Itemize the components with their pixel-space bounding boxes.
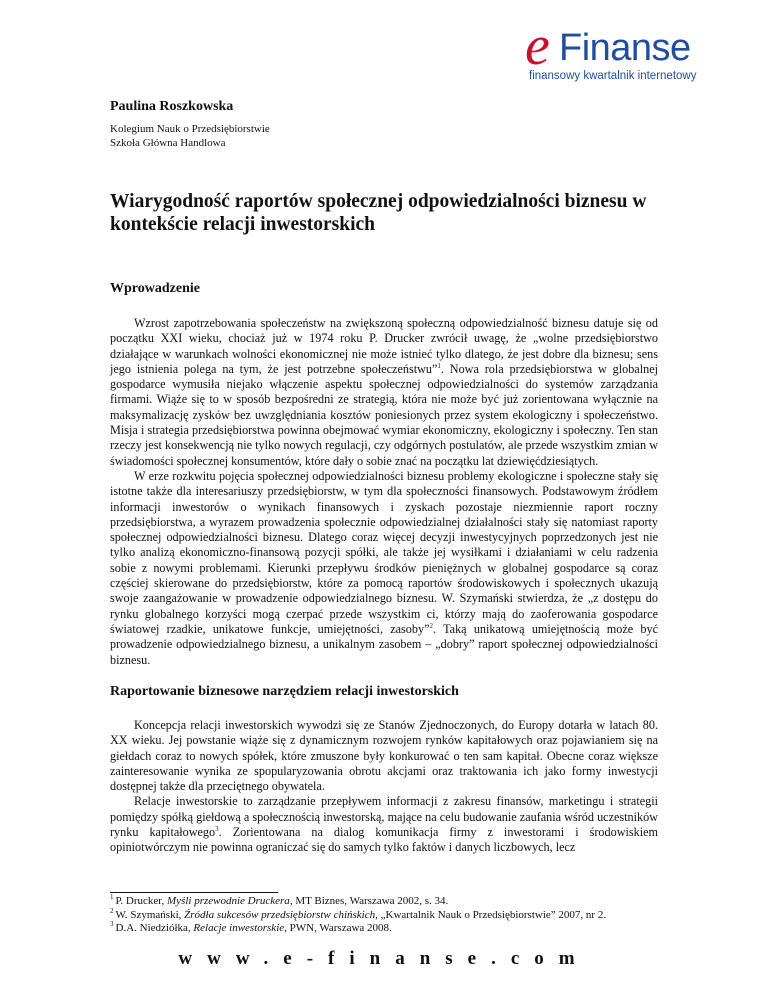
footnote-ref[interactable]: 1 [437, 361, 441, 370]
article-title: Wiarygodność raportów społecznej odpowiedzialności biznesu w kontekście relacji inwestorskich [110, 191, 647, 235]
affiliation-line: Szkoła Główna Handlowa [110, 137, 226, 149]
author-name: Paulina Roszkowska [110, 99, 234, 114]
footer-website-url[interactable]: www.e-finanse.com [178, 948, 590, 969]
section-heading-introduction: Wprowadzenie [110, 281, 200, 296]
logo-e-letter: e [525, 15, 550, 77]
footnotes [110, 895, 658, 936]
logo-wordmark: Finanse [559, 27, 691, 69]
paragraph: Koncepcja relacji inwestorskich wywodzi się ze Stanów Zjednoczonych, do Europy dotarła w latach 80. XX wieku. Jej powstanie wiąże się z dynamicznym rozwojem rynków kapitałowych oraz pojawianiem się na giełdach coraz to nowych spółek, które zmuszone były konkurować o ten sam kapitał. Obecne coraz większe zainteresowanie wynika ze spopularyzowania obrotu akcjami oraz traktowania ich jako formy inwestycji dostępnej także dla przeciętnego obywatela. [110, 718, 658, 794]
paragraph: W erze rozkwitu pojęcia społecznej odpowiedzialności biznesu problemy ekologiczne i społeczne stały się istotne także dla interesariuszy przedsiębiorstw, w tym dla społeczności finansowych. Podstawowym źródłem informacji inwestorów o wynikach finansowych i zyskach pozostaje niezmiennie raport roczny przedsiębiorstwa, a wyrazem prowadzenia społecznie odpowiedzialnej działalności stały się natomiast raporty społecznej odpowiedzialności biznesu. Dlatego coraz więcej decyzji inwestycyjnych poprzedzonych jest nie tylko analizą ekonomiczno-finansową pozycji spółki, ale także jej wysiłkami i działaniami w celu radzenia sobie z nowymi problemami. Kierunki przepływu środków pieniężnych w globalnej gospodarce są coraz częściej skierowane do przedsiębiorstw, które za pomocą raportów środowiskowych i społecznych ukazują swoje zaangażowanie w prowadzenie odpowiedzialnego biznesu. W. Szymański stwierdza, że „z dostępu do rynku globalnego korzyści mogą czerpać przede wszystkim ci, którzy mają do zaoferowania gospodarce światowej rzadkie, unikatowe funkcje, umiejętności, zasoby”$^2$. Taką unikatową umiejętnością może być prowadzenie odpowiedzialnego biznesu, a unikalnym zasobem – „dobry” raport społecznej odpowiedzialności biznesu. [110, 468, 659, 667]
footnote-ref[interactable]: 3 [215, 825, 219, 834]
paragraph: Wzrost zapotrzebowania społeczeństw na zwiększoną społeczną odpowiedzialność biznesu datuje się od początku XXI wieku, chociaż już w 1974 roku P. Drucker zwrócił uwagę, że „wolne przedsiębiorstwo działające w warunkach wolności ekonomicznej nie może istnieć tylko dlatego, że jest dobre dla biznesu; sens jego istnienia polega na tym, że jest potrzebne społeczeństwu”$^1$. Nowa rola przedsiębiorstwa w globalnej gospodarce wymusiła niejako włączenie aspektu społecznej odpowiedzialności do systemów zarządzania firmami. Wiąże się to w sposób bezpośredni ze strategią, która nie może być już zorientowana wyłącznie na maksymalizację zysków bez uwzględniania kosztów poniesionych przez system ekologiczny i społeczeństwo. Misja i strategia przedsiębiorstwa powinna obejmować wymiar ekonomiczny, ekologiczny i społeczny. Ten stan rzeczy jest konsekwencją nie tylko nowych regulacji, czy odgórnych postulatów, ale przede wszystkim zmian w świadomości społecznej konsumentów, które dały o sobie znać na początku lat dziewięćdziesiątych. [110, 316, 658, 468]
footnote: $^2$ W. Szymański, Źródła sukcesów przedsiębiorstw chińskich, „Kwartalnik Nauk o Przedsiębiorstwie” 2007, nr 2. [110, 906, 607, 921]
section-body-reporting [110, 718, 658, 856]
footnote-divider [110, 892, 278, 893]
logo-tagline: finansowy kwartalnik internetowy [529, 70, 697, 82]
section-body-introduction [110, 316, 658, 668]
footnote: $^1$ P. Drucker, Myśli przewodnie Druckera, MT Biznes, Warszawa 2002, s. 34. [110, 893, 449, 907]
footnote: $^3$ D.A. Niedziółka, Relacje inwestorskie, PWN, Warszawa 2008. [110, 920, 392, 934]
efinanse-logo [525, 15, 725, 98]
paragraph: Relacje inwestorskie to zarządzanie przepływem informacji z zakresu finansów, marketingu i strategii pomiędzy spółką giełdową a społecznością inwestorską, mające na celu budowanie zaufania wśród uczestników rynku kapitałowego$^3$. Zorientowana na dialog komunikacja firmy z inwestorami i środowiskiem opiniotwórczym nie powinna ograniczać się do samych tylko faktów i danych liczbowych, lecz [110, 794, 658, 855]
footnote-ref[interactable]: 2 [429, 621, 433, 630]
section-heading-reporting: Raportowanie biznesowe narzędziem relacji inwestorskich [110, 684, 459, 699]
affiliation-line: Kolegium Nauk o Przedsiębiorstwie [110, 123, 270, 135]
